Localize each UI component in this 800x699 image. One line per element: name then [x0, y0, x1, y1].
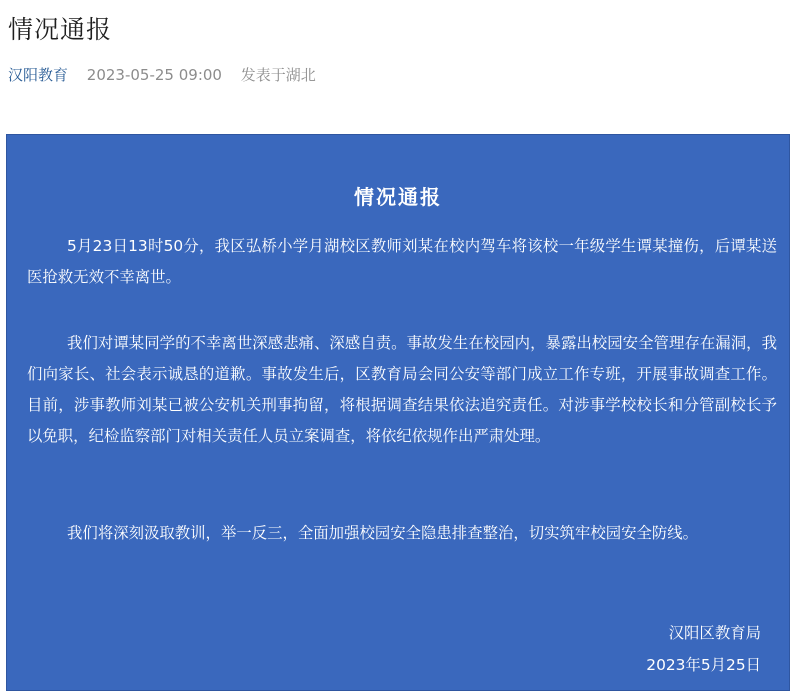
notice-title: 情况通报 — [354, 185, 442, 209]
notice-paragraph-1: 5月23日13时50分，我区弘桥小学月湖校区教师刘某在校内驾车将该校一年级学生谭某撞伤，后谭某送医抢救无效不幸离世。 — [27, 237, 777, 286]
notice-issuer: 汉阳区教育局 — [668, 624, 761, 642]
publish-datetime: 2023-05-25 09:00 — [86, 66, 222, 84]
notice-paragraph-3: 我们将深刻汲取教训，举一反三，全面加强校园安全隐患排查整治，切实筑牢校园安全防线。 — [67, 524, 699, 542]
publish-location: 发表于湖北 — [240, 66, 316, 84]
account-name-link[interactable]: 汉阳教育 — [8, 66, 69, 84]
notice-paragraph-2: 我们对谭某同学的不幸离世深感悲痛、深感自责。事故发生在校园内，暴露出校园安全管理存在漏洞，我们向家长、社会表示诚恳的道歉。事故发生后，区教育局会同公安等部门成立工作专班，开展事故调查工作。目前，涉事教师刘某已被公安机关刑事拘留，将根据调查结果依法追究责任。对涉事学校校长和分管副校长予以免职，纪检监察部门对相关责任人员立案调查，将依纪依规作出严肃处理。 — [27, 334, 777, 445]
notice-image — [6, 134, 790, 691]
article-meta — [8, 64, 316, 85]
article-title: 情况通报 — [8, 15, 113, 44]
notice-date: 2023年5月25日 — [646, 656, 761, 674]
